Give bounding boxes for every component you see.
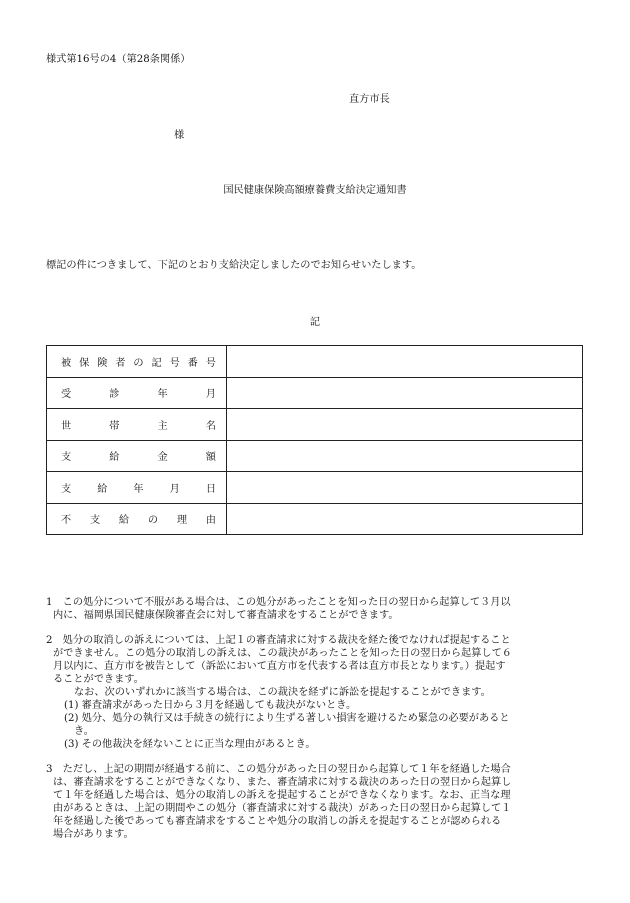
table-label bbox=[61, 511, 216, 526]
table-label-char: の bbox=[147, 515, 159, 527]
table-row bbox=[47, 503, 583, 535]
table-label bbox=[61, 417, 216, 432]
table-label-cell bbox=[47, 440, 227, 472]
table-label-char: 受 bbox=[61, 389, 72, 401]
table-row bbox=[47, 409, 583, 441]
form-number: 様式第16号の4（第28条関係） bbox=[46, 54, 191, 65]
table-label-char: 給 bbox=[109, 452, 120, 464]
table-row bbox=[47, 346, 583, 378]
table-label-char: 支 bbox=[89, 515, 101, 527]
table-label-char: 由 bbox=[205, 515, 216, 527]
table-label bbox=[61, 448, 216, 463]
table-label bbox=[61, 480, 216, 495]
table-value-cell bbox=[227, 346, 583, 378]
table-label-char: 年 bbox=[157, 389, 168, 401]
issuer: 直方市長 bbox=[349, 94, 390, 105]
table-label bbox=[61, 354, 216, 369]
table-label-char: 給 bbox=[118, 515, 130, 527]
table-label-char: 主 bbox=[157, 420, 168, 432]
table-label-cell bbox=[47, 472, 227, 504]
table-label-char: の bbox=[133, 357, 144, 369]
note-2-item: (1) 審査請求があった日から３月を経過しても裁決がないとき。 bbox=[64, 700, 357, 711]
info-table bbox=[46, 345, 583, 535]
note-1-line: 内に、福岡県国民健康保険審査会に対して審査請求をすることができます。 bbox=[53, 610, 399, 621]
note-2-item: き。 bbox=[74, 726, 94, 737]
table-label-char: 記 bbox=[151, 357, 162, 369]
table-label-cell bbox=[47, 409, 227, 441]
addressee-suffix: 様 bbox=[174, 130, 185, 141]
note-2-line: なお、次のいずれかに該当する場合は、この裁決を経ずに訴訟を提起することができます。 bbox=[74, 687, 491, 698]
note-2-line: ができません。この処分の取消しの訴えは、この裁決があったことを知った日の翌日から起算して６ bbox=[53, 648, 512, 659]
document-title: 国民健康保険高額療養費支給決定通知書 bbox=[223, 185, 407, 196]
note-2-line: 2 処分の取消しの訴えについては、上記１の審査請求に対する裁決を経た後でなければ提起すること bbox=[46, 635, 511, 646]
table-label-char: 月 bbox=[169, 483, 180, 495]
table-label-cell bbox=[47, 503, 227, 535]
table-value-cell bbox=[227, 503, 583, 535]
table-label-char: 理 bbox=[176, 515, 187, 527]
note-3 bbox=[46, 763, 576, 841]
table-row bbox=[47, 377, 583, 409]
note-3-line: は、審査請求をすることができなくなり、また、審査請求に対する裁決のあった日の翌日から起算し bbox=[53, 777, 512, 788]
note-3-line: 3 ただし、上記の期間が経過する前に、この処分があった日の翌日から起算して１年を経過した場合 bbox=[46, 764, 511, 775]
table-label bbox=[61, 385, 216, 400]
table-label-char: 世 bbox=[61, 420, 72, 432]
table-label-char: 帯 bbox=[109, 420, 120, 432]
table-label-char: 年 bbox=[133, 483, 144, 495]
note-2-item: (3) その他裁決を経ないことに正当な理由があるとき。 bbox=[64, 739, 316, 750]
table-label-cell bbox=[47, 377, 227, 409]
note-3-line: 年を経過した後であっても審査請求をすることや処分の取消しの訴えを提起することが認められる bbox=[53, 816, 502, 827]
ki-heading: 記 bbox=[309, 317, 321, 328]
table-label-char: 者 bbox=[115, 357, 126, 369]
table-label-char: 号 bbox=[169, 357, 180, 369]
table-label-char: 金 bbox=[157, 452, 168, 464]
table-row bbox=[47, 440, 583, 472]
note-1 bbox=[46, 596, 576, 622]
note-3-line: 由があるときは、上記の期間やこの処分（審査請求に対する裁決）があった日の翌日から起算して１ bbox=[53, 803, 512, 814]
table-value-cell bbox=[227, 409, 583, 441]
table-label-char: 不 bbox=[61, 515, 72, 527]
table-label-char: 名 bbox=[205, 420, 216, 432]
table-label-char: 日 bbox=[205, 483, 216, 495]
table-label-char: 保 bbox=[79, 357, 90, 369]
table-label-char: 額 bbox=[205, 452, 216, 464]
intro-text: 標記の件につきまして、下記のとおり支給決定しましたのでお知らせいたします。 bbox=[46, 260, 422, 271]
table-label-char: 給 bbox=[97, 483, 108, 495]
note-1-line: 1 この処分について不服がある場合は、この処分があったことを知った日の翌日から起算して３月以 bbox=[46, 597, 511, 608]
note-2-line: 月以内に、直方市を被告として（訴訟において直方市を代表する者は直方市長となります。）提起す bbox=[53, 661, 506, 672]
note-3-line: て１年を経過した場合は、処分の取消しの訴えを提起することができなくなります。なお、正当な理 bbox=[53, 790, 511, 801]
table-label-char: 月 bbox=[205, 389, 216, 401]
table-label-char: 被 bbox=[61, 357, 72, 369]
table-label-char: 診 bbox=[109, 389, 120, 401]
table-label-char: 番 bbox=[187, 357, 198, 369]
table-label-char: 支 bbox=[61, 483, 72, 495]
note-2-line: ることができます。 bbox=[53, 674, 144, 685]
table-value-cell bbox=[227, 472, 583, 504]
note-3-line: 場合があります。 bbox=[53, 829, 134, 840]
table-label-char: 支 bbox=[61, 452, 72, 464]
notes bbox=[46, 596, 576, 853]
table-value-cell bbox=[227, 377, 583, 409]
table-label-char: 険 bbox=[97, 357, 108, 369]
note-2 bbox=[46, 634, 576, 751]
table-value-cell bbox=[227, 440, 583, 472]
table-label-char: 号 bbox=[205, 357, 216, 369]
table-row bbox=[47, 472, 583, 504]
note-2-item: (2) 処分、処分の執行又は手続きの続行により生ずる著しい損害を避けるため緊急の必要があると bbox=[64, 713, 510, 724]
table-label-cell bbox=[47, 346, 227, 378]
